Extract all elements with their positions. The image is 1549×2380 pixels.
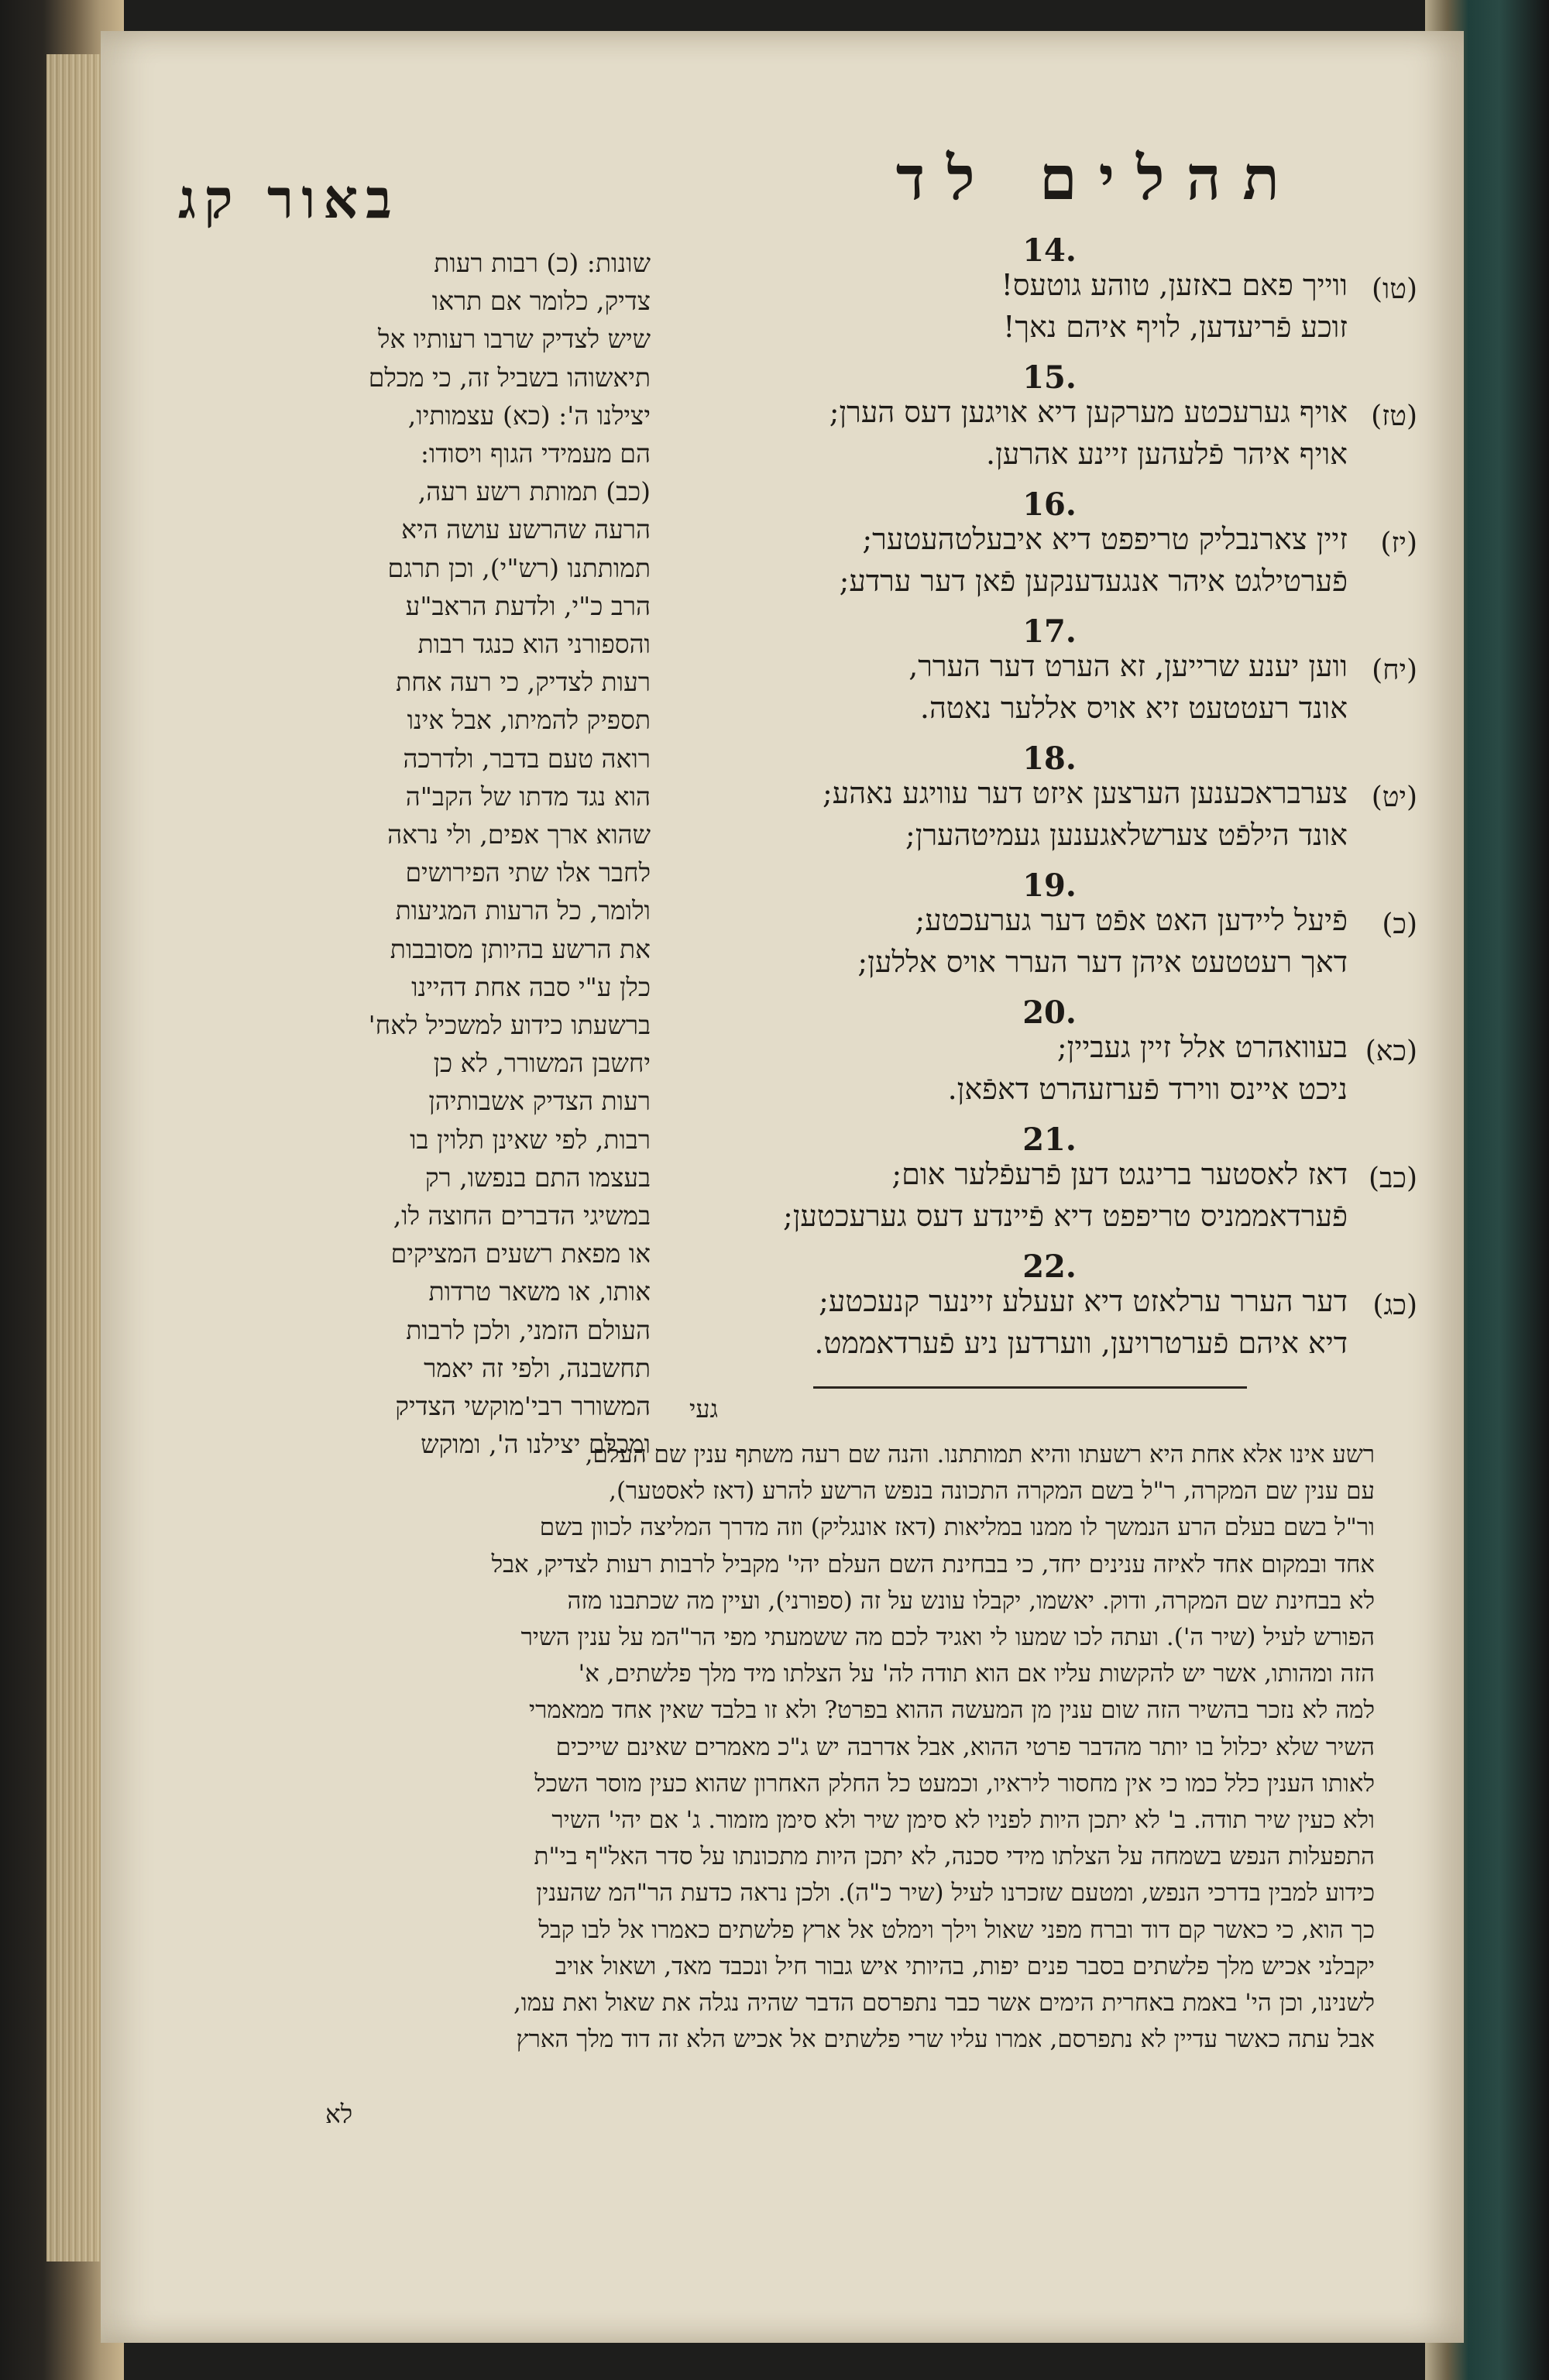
verse-line: אונד הילפֿט צערשלאגענען געמיטהערן; bbox=[905, 818, 1348, 852]
bottom-commentary-line: ור"ל בשם בעלם הרע הנמשך לו ממנו במליאות (דאז אונגליק) וזה מדרך המליצה לכוון בשם bbox=[539, 1513, 1375, 1542]
commentary-line: שהוא ארך אפים, ולי נראה bbox=[387, 819, 651, 850]
commentary-line: רואה טעם בדבר, ולדרכה bbox=[403, 743, 651, 774]
verse-line: ניכט איינס ווירד פֿערזעהרט דאפֿאן. bbox=[947, 1072, 1348, 1106]
verse-line: פֿערטילגט איהר אנגעדענקען פֿאן דער ערדע; bbox=[839, 564, 1348, 598]
verse-hebrew-number: (טז) bbox=[1371, 400, 1417, 432]
verse-line: פֿיעל ליידען האט אפֿט דער גערעכטע; bbox=[915, 903, 1348, 937]
verse-block bbox=[658, 613, 1441, 740]
verse-number: 20. bbox=[1022, 994, 1077, 1031]
commentary-line: או מפאת רשעים המציקים bbox=[390, 1238, 651, 1269]
bottom-commentary-line: אחד ובמקום אחד לאיזה ענינים יחד, כי בבחינת השם העלם יהי' מקביל לרבות רעות לצדיק, אבל bbox=[491, 1550, 1375, 1578]
commentary-line: תספיק להמיתו, אבל אינו bbox=[407, 705, 651, 736]
verse-number: 22. bbox=[1022, 1248, 1077, 1285]
verse-line: דאך רעטטעט איהן דער הערר אויס אללען; bbox=[857, 945, 1348, 979]
verse-line: ווען יענע שרייען, זא הערט דער הערר, bbox=[908, 649, 1348, 683]
verse-number: 16. bbox=[1022, 486, 1077, 523]
commentary-line: ומכלם יצילנו ה', ומוקש bbox=[421, 1429, 651, 1460]
verse-block bbox=[658, 740, 1441, 867]
commentary-line: הם מעמידי הגוף ויסודו: bbox=[420, 438, 651, 469]
bottom-commentary-line: אבל עתה כאשר עדיין לא נתפרסם, אמרו עליו שרי פלשתים אל אכיש הלא זה דוד מלך הארץ bbox=[516, 2025, 1375, 2054]
verse-hebrew-number: (כג) bbox=[1372, 1290, 1417, 1321]
commentary-column bbox=[178, 244, 651, 1464]
verse-hebrew-number: (כב) bbox=[1368, 1163, 1417, 1194]
verse-block bbox=[658, 486, 1441, 613]
verse-block bbox=[658, 1248, 1441, 1375]
bottom-commentary-line: רשע אינו אלא אחת היא רשעתו והיא תמותתנו. והנה שם רעה משתף ענין שם העלם, bbox=[585, 1441, 1375, 1468]
commentary-line: ברשעתו כידוע למשכיל לאח' bbox=[368, 1010, 651, 1041]
commentary-line: הרעה שהרשע עושה היא bbox=[401, 514, 651, 545]
verse-line: אויף איהר פֿלעהען זיינע אהרען. bbox=[985, 437, 1348, 471]
commentary-line: תמותתנו (רש"י), וכן תרגם bbox=[387, 552, 651, 583]
verse-number: 15. bbox=[1022, 359, 1077, 396]
bottom-commentary-line: לאותו הענין כלל כמו כי אין מחסור ליראיו, וכמעט כל החלק האחרון שהוא כעין מוסר השכל bbox=[534, 1769, 1375, 1798]
bottom-commentary-line: ולא כעין שיר תודה. ב' לא יתכן היות לפניו לא סימן שיר ולא סימן מזמור. ג' אם יהי' השיר bbox=[551, 1806, 1375, 1835]
verse-block bbox=[658, 232, 1441, 359]
catchword: געי bbox=[689, 1394, 719, 1424]
verse-line: אונד רעטטעט זיא אויס אללער נאטה. bbox=[919, 691, 1348, 725]
commentary-line: במשיגי הדברים החוצה לו, bbox=[393, 1200, 651, 1231]
verse-number: 18. bbox=[1022, 740, 1077, 777]
verse-hebrew-number: (כא) bbox=[1365, 1035, 1417, 1067]
verse-line: צערבראכענען הערצען איזט דער עוויגע נאהע; bbox=[822, 776, 1348, 810]
verse-block bbox=[658, 994, 1441, 1121]
verse-line: דיא איהם פֿערטרויען, ווערדען ניע פֿערדאממט. bbox=[814, 1326, 1348, 1360]
verse-line: זיין צארנבליק טריפפט דיא איבעלטהעטער; bbox=[862, 522, 1348, 556]
bottom-commentary-line: השיר שלא יכלול בו יותר מהדבר פרטי ההוא, אבל אדרבה יש ג"כ מאמרים שאינם שייכים bbox=[555, 1733, 1375, 1761]
bottom-commentary-line: למה לא נזכר בהשיר הזה שום ענין מן המעשה ההוא בפרט? ולא זו בלבד שאין אחד ממאמרי bbox=[528, 1696, 1375, 1725]
verse-hebrew-number: (כ) bbox=[1382, 908, 1417, 940]
commentary-line: והספורני הוא כנגד רבות bbox=[417, 629, 651, 660]
commentary-line: תיאשוהו בשביל זה, כי מכלם bbox=[368, 362, 651, 393]
verse-line: דער הערר ערלאזט דיא זעעלע זיינער קנעכטע; bbox=[819, 1284, 1348, 1318]
verse-hebrew-number: (יז) bbox=[1380, 527, 1417, 559]
commentary-line: הרב כ"י, ולדעת הראב"ע bbox=[405, 590, 651, 621]
verse-number: 17. bbox=[1022, 613, 1077, 650]
verse-hebrew-number: (טו) bbox=[1371, 273, 1417, 305]
commentary-line: רעות הצדיק אשבותיהן bbox=[428, 1086, 651, 1117]
verse-line: פֿערדאממניס טריפפט דיא פֿיינדע דעס גערעכטען; bbox=[782, 1199, 1348, 1233]
commentary-line: (כב) תמותת רשע רעה, bbox=[417, 476, 651, 507]
verse-number: 19. bbox=[1022, 867, 1077, 904]
bottom-commentary-line: לשנינו, וכן הי' באמת באחרית הימים אשר כבר נתפרסם הדבר שהיה נגלה את שאול ואת עמו, bbox=[513, 1989, 1375, 2018]
commentary-line: יחשבן המשורר, לא כן bbox=[433, 1048, 651, 1079]
commentary-line: רעות לצדיק, כי רעה אחת bbox=[396, 667, 651, 698]
verse-line: ווייך פאם באזען, טוהע גוטעס! bbox=[1001, 268, 1348, 302]
verse-hebrew-number: (יח) bbox=[1372, 654, 1417, 686]
bottom-commentary-line: כך הוא, כי כאשר קם דוד וברח מפני שאול וילך וימלט אל ארץ פלשתים כאמרו אל לבו קבל bbox=[538, 1915, 1375, 1944]
commentary-line: צדיק, כלומר אם תראו bbox=[431, 286, 651, 317]
verse-column bbox=[658, 232, 1441, 1375]
verse-number: 14. bbox=[1022, 232, 1077, 269]
commentary-line: רבות, לפי שאינן תלוין בו bbox=[410, 1124, 651, 1155]
page-last-word: לא bbox=[325, 2099, 353, 2129]
commentary-line: כלן ע"י סבה אחת דהיינו bbox=[411, 971, 651, 1002]
bottom-commentary-line: הזה ומהותו, אשר יש להקשות עליו אם הוא תודה לה' על הצלתו מיד מלך פלשתים, א' bbox=[578, 1660, 1375, 1688]
commentary-line: בעצמו התם בנפשו, רק bbox=[424, 1162, 651, 1193]
commentary-line: ולומר, כל הרעות המגיעות bbox=[395, 895, 651, 926]
commentary-line: לחבר אלו שתי הפירושים bbox=[405, 857, 651, 888]
section-divider bbox=[813, 1386, 1247, 1389]
verse-block bbox=[658, 1121, 1441, 1248]
commentary-line: שיש לצדיק שרבו רעותיו אל bbox=[378, 324, 651, 355]
verse-block bbox=[658, 359, 1441, 486]
commentary-line: את הרשע בהיותן מסובבות bbox=[390, 933, 651, 964]
commentary-line: אותו, או משאר טרדות bbox=[428, 1276, 651, 1307]
verse-hebrew-number: (יט) bbox=[1371, 781, 1417, 813]
commentary-line: המשורר רבי'מוקשי הצדיק bbox=[395, 1391, 651, 1422]
bottom-commentary-line: כידוע למבין בדרכי הנפש, ומטעם שזכרנו לעיל (שיר כ"ה). ולכן נראה כדעת הר"המ שהענין bbox=[536, 1879, 1375, 1908]
running-header-commentary: באור קג bbox=[178, 167, 400, 231]
verse-block bbox=[658, 867, 1441, 994]
commentary-line: העולם הזמני, ולכן לרבות bbox=[406, 1314, 651, 1345]
bottom-commentary-line: יקבלני אכיש מלך פלשתים בסבר פנים יפות, בהיותי איש גבור חיל ונכבד מאד, ושאול אויב bbox=[555, 1952, 1375, 1980]
bottom-commentary-line: עם ענין שם המקרה, ר"ל בשם המקרה התכונה בנפש הרשע להרע (דאז לאסטער), bbox=[609, 1477, 1375, 1506]
verse-line: דאז לאסטער ברינגט דען פֿרעפֿלער אום; bbox=[891, 1157, 1348, 1191]
commentary-line: הוא נגד מדתו של הקב"ה bbox=[405, 781, 651, 812]
commentary-line: יצילנו ה': (כא) עצמותיו, bbox=[407, 400, 651, 431]
bottom-commentary-line: התפעלות הנפש בשמחה על הצלתו מידי סכנה, לא יתכן היות מתכונתו על סדר האל"ף בי"ת bbox=[534, 1843, 1375, 1871]
running-header-psalm: תהלים לד bbox=[895, 143, 1301, 214]
bottom-commentary-line: הפורש לעיל (שיר ה'). ועתה לכו שמעו לי ואגיד לכם מה ששמעתי מפי הר"המ על ענין השיר bbox=[520, 1623, 1375, 1652]
verse-number: 21. bbox=[1022, 1121, 1077, 1158]
commentary-line: תחשבנה, ולפי זה יאמר bbox=[424, 1352, 651, 1383]
verse-line: בעוואהרט אלל זיין געביין; bbox=[1056, 1030, 1348, 1064]
commentary-line: שונות: (כ) רבות רעות bbox=[434, 248, 651, 278]
verse-line: אויף גערעכטע מערקען דיא אויגען דעס הערן; bbox=[829, 395, 1348, 429]
verse-line: זוכע פֿריעדען, לויף איהם נאך! bbox=[1003, 310, 1348, 344]
bottom-commentary bbox=[182, 1437, 1375, 2058]
bottom-commentary-line: לא בבחינת שם המקרה, ודוק. יאשמו, יקבלו עונש על זה (ספורני), ועיין מה שכתבנו מזה bbox=[567, 1586, 1375, 1615]
